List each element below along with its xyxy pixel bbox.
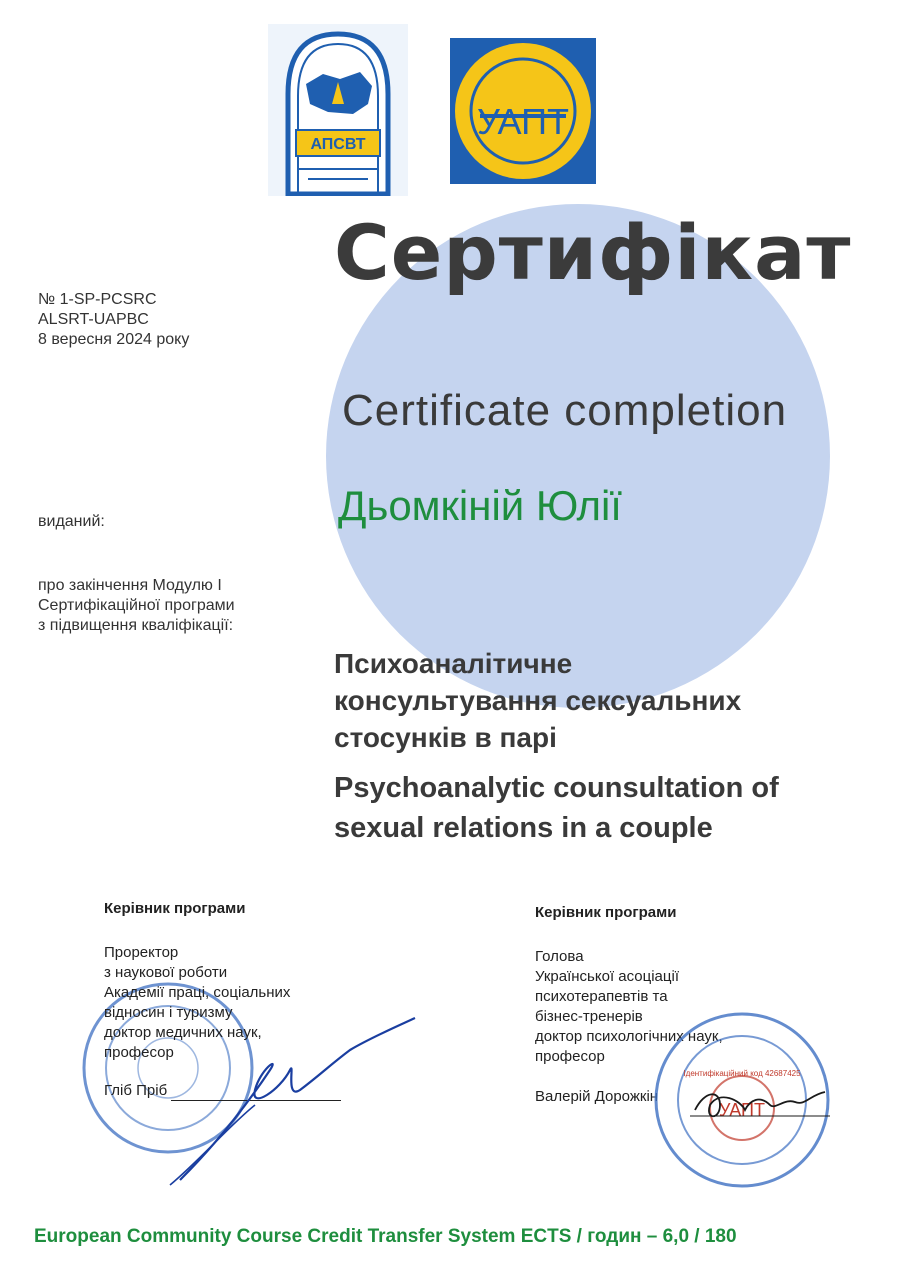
stamp-center-text: УАПТ: [719, 1100, 765, 1120]
role-line: Голова: [535, 948, 584, 965]
issued-label: виданий:: [38, 513, 105, 530]
role-line: відносин і туризму: [104, 1004, 233, 1021]
about-line: з підвищення кваліфікації:: [38, 617, 234, 634]
course-title-ua-line: консультування сексуальних: [334, 685, 742, 716]
document-number: № 1-SP-PCSRC: [38, 291, 157, 308]
uapt-logo-text: УАПТ: [477, 101, 569, 142]
role-line: Академії праці, соціальних: [104, 984, 291, 1001]
document-date: 8 вересня 2024 року: [38, 331, 190, 348]
right-signatory-name: Валерій Дорожкін: [535, 1088, 659, 1105]
about-line: Сертифікаційної програми: [38, 597, 235, 614]
right-signatory-heading: Керівник програми: [535, 904, 677, 921]
role-line: Української асоціації: [535, 968, 679, 985]
ects-footer: European Community Course Credit Transfer System ECTS / годин – 6,0 / 180: [34, 1226, 737, 1247]
right-handwritten-signature: [690, 1080, 830, 1130]
course-title-en-line: Psychoanalytic counsultation of: [334, 772, 779, 804]
course-title-en: [334, 768, 779, 848]
about-line: про закінчення Модулю І: [38, 577, 222, 594]
course-title-en-line: sexual relations in a couple: [334, 812, 713, 844]
role-line: психотерапевтів та: [535, 988, 668, 1005]
uapt-logo: [450, 38, 596, 184]
about-block: [38, 576, 235, 636]
role-line: доктор психологічних наук,: [535, 1028, 723, 1045]
apsvt-logo-text: АПСВТ: [310, 136, 366, 153]
course-title-ua-line: стосунків в парі: [334, 722, 557, 753]
certificate-subtitle: Certificate completion: [342, 386, 788, 435]
role-line: Проректор: [104, 944, 179, 961]
left-signatory-heading: Керівник програми: [104, 900, 246, 917]
role-line: з наукової роботи: [104, 964, 228, 981]
role-line: професор: [535, 1048, 605, 1065]
document-number-block: [38, 290, 189, 350]
recipient-name: Дьомкіній Юлії: [338, 482, 622, 529]
course-title-ua: [334, 645, 741, 756]
course-title-ua-line: Психоаналітичне: [334, 648, 573, 679]
role-line: доктор медичних наук,: [104, 1024, 262, 1041]
apsvt-logo: [268, 24, 408, 196]
certificate-title: Сертифікат: [334, 208, 852, 297]
left-signatory-name: Гліб Пріб: [104, 1082, 168, 1099]
stamp-code-text: Ідентифікаційний код 42687425: [683, 1069, 801, 1078]
role-line: бізнес-тренерів: [535, 1008, 643, 1025]
role-line: професор: [104, 1044, 174, 1061]
left-handwritten-signature: [160, 1010, 420, 1190]
document-code: ALSRT-UAPBC: [38, 311, 149, 328]
